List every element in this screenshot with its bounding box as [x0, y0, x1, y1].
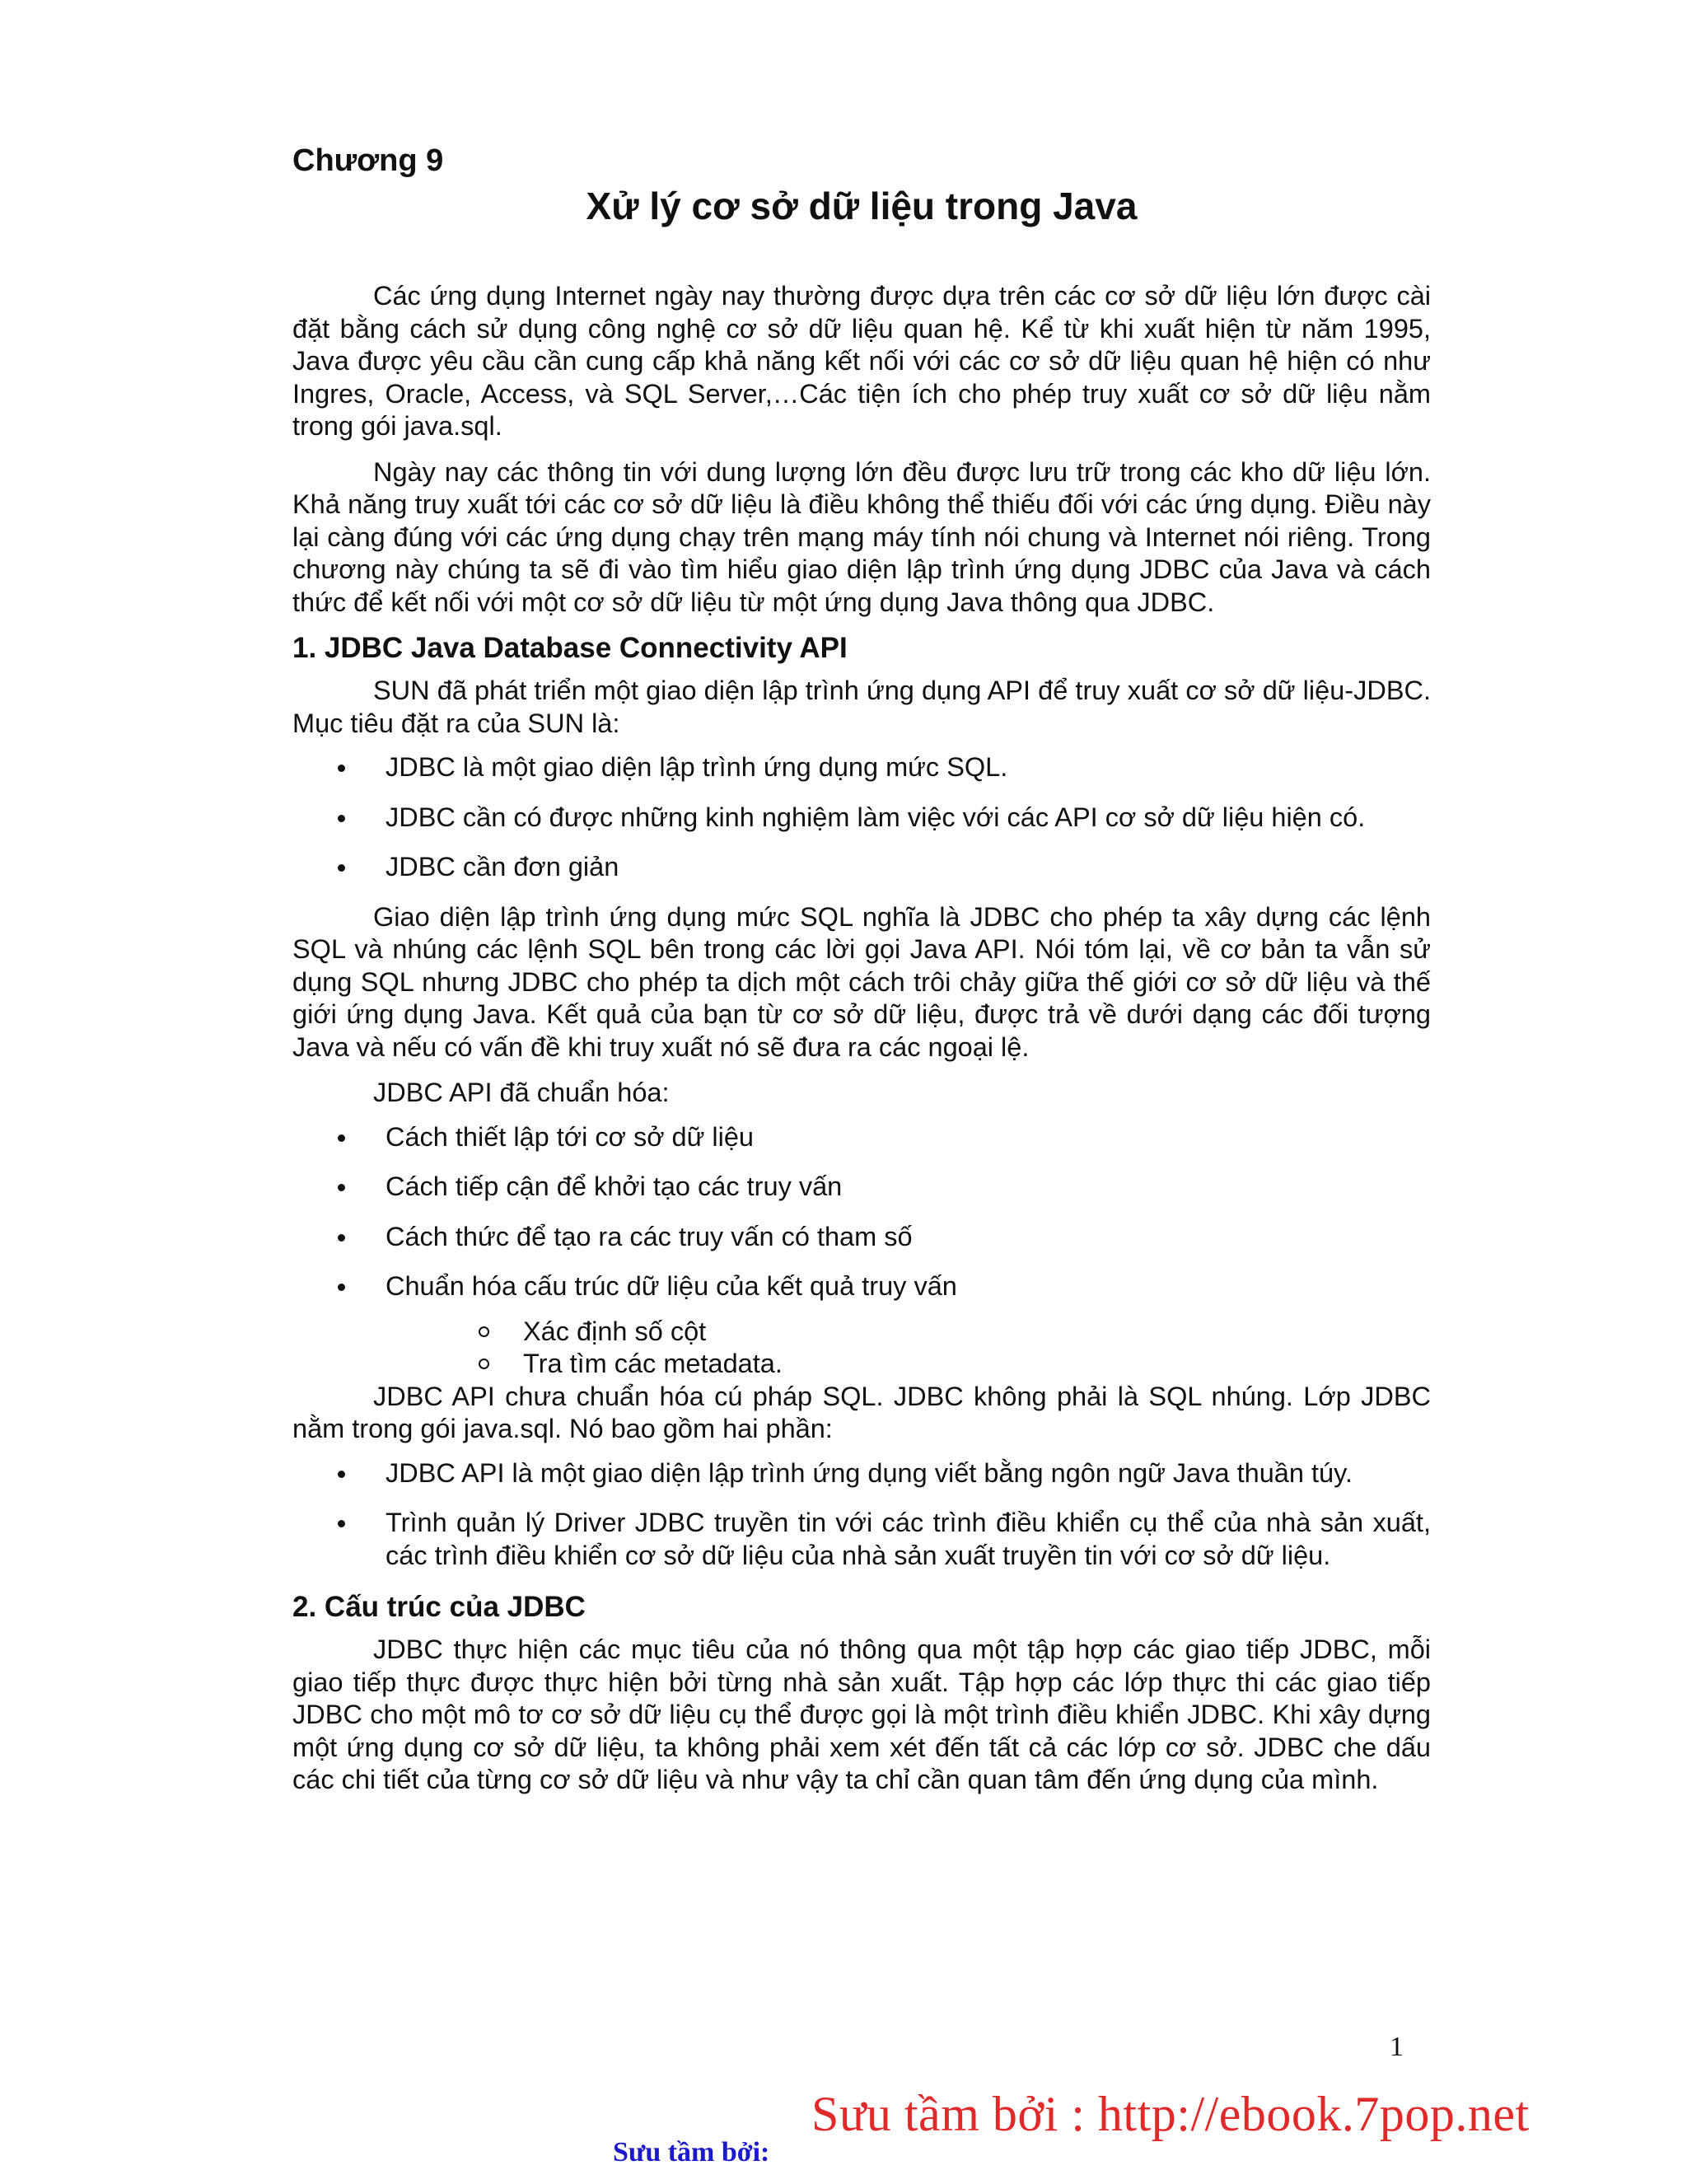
bullet-icon: [338, 1184, 345, 1191]
list-item: [292, 851, 1431, 884]
list-item: [292, 1457, 1431, 1490]
watermark-text: Sưu tầm bởi : http://ebook.7pop.net: [811, 2087, 1530, 2141]
standardized-list: [292, 1121, 1431, 1303]
list-item-text: JDBC là một giao diện lập trình ứng dụng mức SQL.: [386, 752, 1008, 782]
section-2-paragraph-1: JDBC thực hiện các mục tiêu của nó thông qua một tập hợp các giao tiếp JDBC, mỗi giao tiếp thực được thực hiện bởi từng nhà sản xuất. Tập hợp các lớp thực thi các giao tiếp JDBC cho một mô tơ cơ sở dữ liệu cụ thể được gọi là một trình điều khiển JDBC. Khi xây dựng một ứng dụng cơ sở dữ liệu, ta không phải xem xét đến tất cả các lớp cơ sở. JDBC che dấu các chi tiết của từng cơ sở dữ liệu và như vậy ta chỉ cần quan tâm đến ứng dụng của mình.: [292, 1634, 1431, 1794]
list-item-text: Trình quản lý Driver JDBC truyền tin với các trình điều khiển cụ thể của nhà sản xuất, các trình điều khiển cơ sở dữ liệu của nhà sản xuất truyền tin với cơ sở dữ liệu.: [386, 1508, 1431, 1570]
list-item: [292, 1171, 1431, 1204]
list-item-text: Cách thức để tạo ra các truy vấn có tham số: [386, 1221, 913, 1251]
bullet-icon: [338, 1134, 345, 1142]
sub-list-item: [292, 1348, 1431, 1381]
intro-paragraph-1: Các ứng dụng Internet ngày nay thường được dựa trên các cơ sở dữ liệu lớn được cài đặt bằng cách sử dụng công nghệ cơ sở dữ liệu quan hệ. Kể từ khi xuất hiện từ năm 1995, Java được yêu cầu cần cung cấp khả năng kết nối với các cơ sở dữ liệu quan hệ hiện có như Ingres, Oracle, Access, và SQL Server,…Các tiện ích cho phép truy xuất cơ sở dữ liệu nằm trong gói java.sql.: [292, 281, 1431, 441]
page-content: [292, 142, 1431, 1797]
intro-paragraph-2: Ngày nay các thông tin với dung lượng lớn đều được lưu trữ trong các kho dữ liệu lớn. Khả năng truy xuất tới các cơ sở dữ liệu là điều không thể thiếu đối với các ứng dụng. Điều này lại càng đúng với các ứng dụng chạy trên mạng máy tính nói chung và Internet nói riêng. Trong chương này chúng ta sẽ đi vào tìm hiểu giao diện lập trình ứng dụng JDBC của Java và cách thức để kết nối với một cơ sở dữ liệu từ một ứng dụng Java thông qua JDBC.: [292, 456, 1431, 617]
section-1-paragraph-3: JDBC API đã chuẩn hóa:: [373, 1078, 670, 1107]
list-item: [292, 751, 1431, 784]
bullet-icon: [338, 1234, 345, 1242]
section-1-paragraph-4: JDBC API chưa chuẩn hóa cú pháp SQL. JDBC không phải là SQL nhúng. Lớp JDBC nằm trong gói java.sql. Nó bao gồm hai phần:: [292, 1381, 1431, 1443]
list-item-text: Cách thiết lập tới cơ sở dữ liệu: [386, 1121, 754, 1152]
page-number: 1: [1390, 2032, 1404, 2062]
list-item: [292, 802, 1431, 835]
bullet-icon: [338, 765, 345, 772]
list-item: [292, 1270, 1431, 1303]
parts-list: [292, 1457, 1431, 1573]
sub-list-item-text: Tra tìm các metadata.: [523, 1349, 783, 1378]
footer-credit: Sưu tầm bởi:: [613, 2137, 770, 2168]
bullet-icon: [338, 815, 345, 822]
bullet-icon: [338, 1284, 345, 1291]
sub-list-item: [292, 1316, 1431, 1349]
list-item-text: JDBC cần đơn giản: [386, 852, 619, 882]
circle-bullet-icon: [479, 1359, 489, 1369]
section-1-paragraph-2: Giao diện lập trình ứng dụng mức SQL nghĩa là JDBC cho phép ta xây dựng các lệnh SQL và nhúng các lệnh SQL bên trong các lời gọi Java API. Nói tóm lại, về cơ bản ta vẫn sử dụng SQL nhưng JDBC cho phép ta dịch một cách trôi chảy giữa thế giới cơ sở dữ liệu và thế giới ứng dụng Java. Kết quả của bạn từ cơ sở dữ liệu, được trả về dưới dạng các đối tượng Java và nếu có vấn đề khi truy xuất nó sẽ đưa ra các ngoại lệ.: [292, 901, 1431, 1062]
list-item: [292, 1221, 1431, 1254]
bullet-icon: [338, 1471, 345, 1478]
goals-list: [292, 751, 1431, 884]
list-item: [292, 1507, 1431, 1572]
circle-bullet-icon: [479, 1326, 489, 1337]
list-item-text: JDBC API là một giao diện lập trình ứng dụng viết bằng ngôn ngữ Java thuần túy.: [386, 1457, 1353, 1488]
chapter-title: Xử lý cơ sở dữ liệu trong Java: [586, 185, 1138, 227]
section-2-heading: 2. Cấu trúc của JDBC: [292, 1591, 586, 1623]
list-item: [292, 1121, 1431, 1154]
section-1-paragraph-1: SUN đã phát triển một giao diện lập trình ứng dụng API để truy xuất cơ sở dữ liệu-JDBC. Mục tiêu đặt ra của SUN là:: [292, 676, 1431, 738]
bullet-icon: [338, 1520, 345, 1527]
sub-list: [292, 1316, 1431, 1381]
list-item-text: Chuẩn hóa cấu trúc dữ liệu của kết quả truy vấn: [386, 1271, 957, 1301]
section-1-heading: 1. JDBC Java Database Connectivity API: [292, 632, 848, 664]
sub-list-item-text: Xác định số cột: [523, 1316, 707, 1346]
bullet-icon: [338, 864, 345, 872]
list-item-text: Cách tiếp cận để khởi tạo các truy vấn: [386, 1172, 843, 1201]
chapter-label: Chương 9: [292, 143, 444, 178]
list-item-text: JDBC cần có được những kinh nghiệm làm việc với các API cơ sở dữ liệu hiện có.: [386, 802, 1366, 832]
